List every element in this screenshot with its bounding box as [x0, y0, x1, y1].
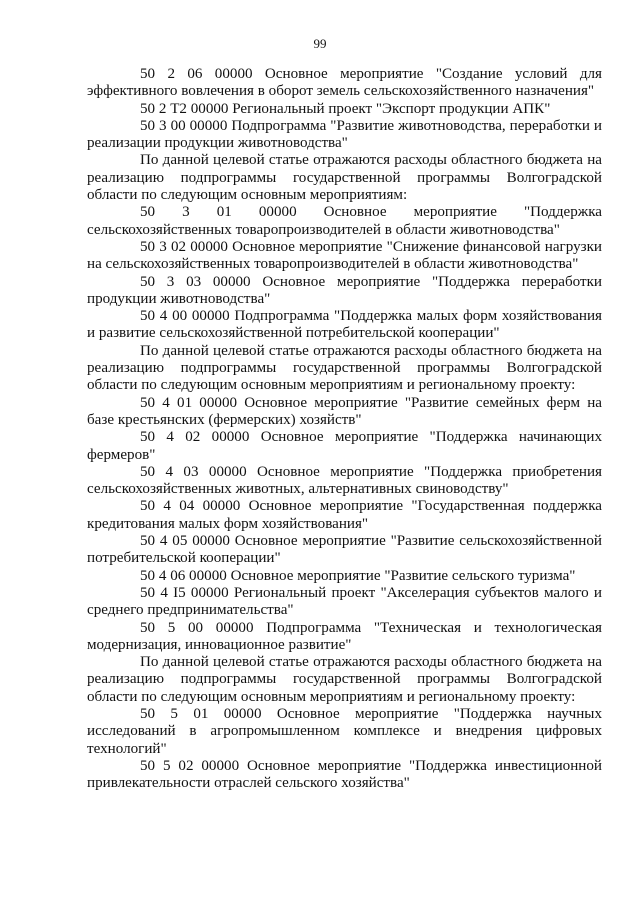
- paragraph: 50 4 02 00000 Основное мероприятие "Поддержка начинающих фермеров": [87, 429, 602, 463]
- paragraph: 50 4 05 00000 Основное мероприятие "Развитие сельскохозяйственной потребительской кооперации": [87, 533, 602, 567]
- paragraph: 50 3 00 00000 Подпрограмма "Развитие животноводства, переработки и реализации продукции животноводства": [87, 117, 602, 152]
- paragraph: 50 5 02 00000 Основное мероприятие "Поддержка инвестиционной привлекательности отраслей сельского хозяйства": [87, 757, 602, 792]
- paragraph: 50 3 03 00000 Основное мероприятие "Поддержка переработки продукции животноводства": [87, 273, 602, 307]
- paragraph: 50 4 I5 00000 Региональный проект "Акселерация субъектов малого и среднего предпринимательства": [87, 584, 602, 619]
- paragraph: 50 3 02 00000 Основное мероприятие "Снижение финансовой нагрузки на сельскохозяйственных товаропроизводителей в области животноводства": [87, 238, 602, 273]
- paragraph: По данной целевой статье отражаются расходы областного бюджета на реализацию подпрограммы государственной программы Волгоградской области по следующим основным мероприятиям и региональному проекту:: [87, 654, 602, 705]
- paragraph: По данной целевой статье отражаются расходы областного бюджета на реализацию подпрограммы государственной программы Волгоградской области по следующим основным мероприятиям и региональному проекту:: [87, 342, 602, 394]
- paragraph: 50 4 01 00000 Основное мероприятие "Развитие семейных ферм на базе крестьянских (фермерских) хозяйств": [87, 394, 602, 428]
- paragraph: 50 5 01 00000 Основное мероприятие "Поддержка научных исследований в агропромышленном комплексе и внедрения цифровых технологий": [87, 705, 602, 757]
- paragraph: 50 4 04 00000 Основное мероприятие "Государственная поддержка кредитования малых форм хозяйствования": [87, 498, 602, 532]
- document-body: [87, 66, 602, 792]
- paragraph: По данной целевой статье отражаются расходы областного бюджета на реализацию подпрограммы государственной программы Волгоградской области по следующим основным мероприятиям:: [87, 152, 602, 204]
- page-number: 99: [313, 36, 327, 51]
- paragraph: 50 4 00 00000 Подпрограмма "Поддержка малых форм хозяйствования и развитие сельскохозяйственной потребительской кооперации": [87, 308, 602, 342]
- paragraph: 50 2 06 00000 Основное мероприятие "Создание условий для эффективного вовлечения в оборот земель сельскохозяйственного назначения": [87, 66, 602, 100]
- paragraph: 50 3 01 00000 Основное мероприятие "Поддержка сельскохозяйственных товаропроизводителей в области животноводства": [87, 204, 602, 238]
- paragraph: 50 5 00 00000 Подпрограмма "Техническая и технологическая модернизация, инновационное развитие": [87, 619, 602, 653]
- paragraph: 50 4 03 00000 Основное мероприятие "Поддержка приобретения сельскохозяйственных животных, альтернативных свиноводству": [87, 463, 602, 498]
- paragraph: 50 4 06 00000 Основное мероприятие "Развитие сельского туризма": [140, 567, 576, 584]
- paragraph: 50 2 Т2 00000 Региональный проект "Экспорт продукции АПК": [140, 100, 551, 117]
